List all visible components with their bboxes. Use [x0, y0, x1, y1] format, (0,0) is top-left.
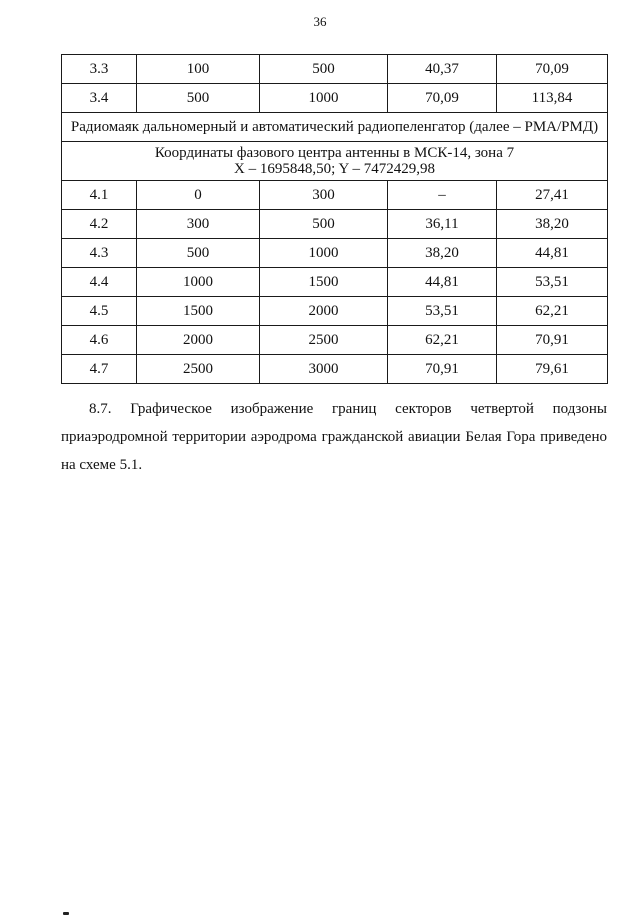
table-cell: 3.3 — [62, 55, 137, 84]
table-cell: 3000 — [260, 355, 388, 384]
table-cell: 3.4 — [62, 84, 137, 113]
table-cell: 70,09 — [388, 84, 497, 113]
table-cell: 2500 — [260, 326, 388, 355]
table-cell: 4.4 — [62, 268, 137, 297]
table-cell: 27,41 — [497, 181, 608, 210]
table-cell: 113,84 — [497, 84, 608, 113]
table-cell: 40,37 — [388, 55, 497, 84]
scan-artifact-mark — [63, 912, 69, 915]
table-cell: 0 — [137, 181, 260, 210]
table-row — [62, 210, 608, 239]
coordinates-cell — [62, 142, 608, 181]
table-row — [62, 55, 608, 84]
table-row — [62, 239, 608, 268]
table-cell: 1000 — [137, 268, 260, 297]
table-cell: 4.1 — [62, 181, 137, 210]
table-cell: 53,51 — [388, 297, 497, 326]
table-cell: 36,11 — [388, 210, 497, 239]
table-cell: 4.2 — [62, 210, 137, 239]
coordinates-row — [62, 142, 608, 181]
table-row — [62, 268, 608, 297]
table-cell: 4.6 — [62, 326, 137, 355]
coordinates-line-2: X – 1695848,50; Y – 7472429,98 — [234, 161, 435, 177]
table-cell: 70,91 — [497, 326, 608, 355]
table-row — [62, 355, 608, 384]
table-cell: 4.7 — [62, 355, 137, 384]
page-number: 36 — [313, 14, 327, 29]
table-row — [62, 326, 608, 355]
table-cell: 1000 — [260, 84, 388, 113]
table-cell: 500 — [137, 239, 260, 268]
table-cell: 1000 — [260, 239, 388, 268]
table-cell: 2500 — [137, 355, 260, 384]
body-paragraph: 8.7. Графическое изображение границ секторов четвертой подзоны приаэродромной территории аэродрома гражданской авиации Белая Гора приведено на схеме 5.1. — [61, 401, 607, 473]
table-row — [62, 181, 608, 210]
table-cell: 70,91 — [388, 355, 497, 384]
table-cell: 70,09 — [497, 55, 608, 84]
table-cell: 79,61 — [497, 355, 608, 384]
table-cell: 500 — [137, 84, 260, 113]
section-title-row — [62, 113, 608, 142]
table-cell: 44,81 — [388, 268, 497, 297]
table-cell: 1500 — [137, 297, 260, 326]
table-cell: 500 — [260, 55, 388, 84]
table-cell: 300 — [137, 210, 260, 239]
table-cell: 300 — [260, 181, 388, 210]
section-title: Радиомаяк дальномерный и автоматический радиопеленгатор (далее – РМА/РМД) — [62, 113, 608, 142]
table-cell: 100 — [137, 55, 260, 84]
table-cell: 62,21 — [388, 326, 497, 355]
table-cell: 4.3 — [62, 239, 137, 268]
table-cell: 1500 — [260, 268, 388, 297]
table-cell: 2000 — [260, 297, 388, 326]
table-cell: 53,51 — [497, 268, 608, 297]
table-cell: 38,20 — [388, 239, 497, 268]
table-cell: – — [388, 181, 497, 210]
table-cell: 2000 — [137, 326, 260, 355]
table-row — [62, 84, 608, 113]
coordinates-line-1: Координаты фазового центра антенны в МСК-14, зона 7 — [154, 145, 515, 161]
table-row — [62, 297, 608, 326]
table-cell: 38,20 — [497, 210, 608, 239]
table-cell: 62,21 — [497, 297, 608, 326]
sectors-table — [61, 54, 608, 384]
table-cell: 4.5 — [62, 297, 137, 326]
table-cell: 44,81 — [497, 239, 608, 268]
table-cell: 500 — [260, 210, 388, 239]
